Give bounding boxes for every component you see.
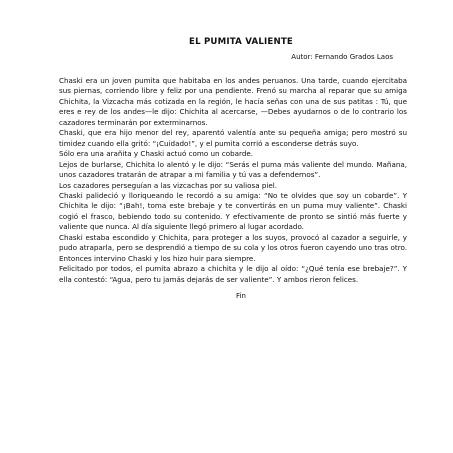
- story-paragraph: Chaski estaba escondido y Chichita, para proteger a los suyos, provocó al cazador a seguirle, y pudo atraparla, pero se desprendió a tiempo de su cola y los otros fueron cayendo uno tras otro. Entonces intervino Chaski y los hizo huir para siempre.: [59, 232, 407, 263]
- story-body: [59, 76, 407, 285]
- story-paragraph: Chaski, que era hijo menor del rey, aparentó valentía ante su pequeña amiga; pero mostró su timidez cuando ella gritó: “¡Cuidado!”, y el pumita corrió a esconderse detrás suyo.: [59, 128, 407, 148]
- story-paragraph: Felicitado por todos, el pumita abrazo a chichita y le dijo al oído: “¿Qué tenía ese brebaje?”. Y ella contestó: “Agua, pero tu jamás dejarás de ser valiente”. Y ambos rieron felices.: [59, 264, 407, 284]
- document-author: Autor: Fernando Grados Laos: [291, 53, 393, 61]
- story-paragraph: Chaski palideció y lloriqueando le recordó a su amiga: “No te olvides que soy un cobarde”. Y Chichita le dijo: “¡Bah!, toma este brebaje y te convertirás en un puma muy valiente”. Chaski cogió el frasco, bebiendo todo su contenido. Y efectivamente de pronto se sintió más fuerte y valiente que nunca. Al día siguiente llegó primero al lugar acordado.: [59, 190, 407, 232]
- story-paragraph: Los cazadores perseguían a las vizcachas por su valiosa piel.: [59, 180, 278, 190]
- document-title: EL PUMITA VALIENTE: [189, 37, 293, 47]
- story-ending: Fin: [236, 292, 246, 301]
- story-paragraph: Chaski era un joven pumita que habitaba en los andes peruanos. Una tarde, cuando ejercitaba sus piernas, corriendo libre y feliz por una pendiente. Frenó su marcha al reparar que su amiga Chichita, la Vizcacha más cotizada en la región, le hacía señas con una de sus patitas : Tú, que eres e rey de los andes—le dijo: Chichita al acercarse, —Debes ayudarnos o de lo contrario los cazadores terminarán por exterminarnos.: [59, 76, 407, 127]
- story-paragraph: Sólo era una arañita y Chaski actuó como un cobarde.: [59, 149, 254, 159]
- story-paragraph: Lejos de burlarse, Chichita lo alentó y le dijo: “Serás el puma más valiente del mundo. Mañana, unos cazadores tratarán de atrapar a mi familia y tú vas a defendernos”.: [59, 159, 407, 180]
